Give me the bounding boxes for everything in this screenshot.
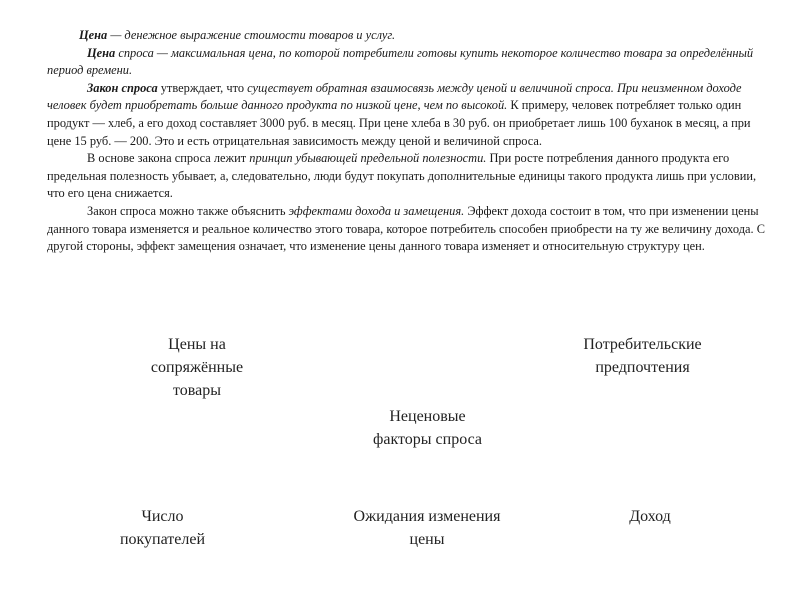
paragraph-law-of-demand xyxy=(47,80,772,150)
factor-price-change-expectations xyxy=(322,505,532,551)
term-price: Цена xyxy=(79,28,108,42)
factor-buyers-line-1: Число xyxy=(141,508,184,525)
price-definition-text: — денежное выражение стоимости товаров и услуг. xyxy=(107,28,396,42)
marginal-utility-explanation: При росте потребления данного продукта его предельная полезность убывает, а, следовательно, люди будут покупать дополнительные единицы такого продукта лишь при условии, что его цена снижается. xyxy=(47,151,757,201)
paragraph-marginal-utility xyxy=(47,150,772,203)
paragraph-income-substitution xyxy=(47,203,772,256)
demand-price-definition-text: — максимальная цена, по которой потребители готовы купить некоторое количество товара за определённый период времени. xyxy=(47,45,754,78)
factor-consumer-preferences xyxy=(555,333,730,379)
factor-preferences-line-1: Потребительские xyxy=(583,336,702,353)
term-demand-price: Цена xyxy=(87,45,116,60)
factor-expectations-line-1: Ожидания изменения xyxy=(353,508,501,525)
income-substitution-explanation: Эффект дохода состоит в том, что при изменении цены данного товара изменяется и реальное количество этого товара, которое потребитель способен приобрести на ту же величину дохода. С другой стороны, эффект замещения означает, что изменение цены данного товара изменяет и относительную структуру цен. xyxy=(47,203,766,254)
law-of-demand-lead: утверждает, что xyxy=(157,80,248,95)
factor-related-goods-line-2: сопряжённые xyxy=(150,359,244,376)
term-law-of-demand: Закон спроса xyxy=(87,80,158,95)
factor-related-goods-line-3: товары xyxy=(173,382,221,399)
factor-expectations-line-2: цены xyxy=(409,531,445,548)
factor-income-line-1: Доход xyxy=(629,508,671,525)
law-of-demand-statement: существует обратная взаимосвязь между ценой и величиной спроса. При неизменном доходе человек будет приобретать больше данного продукта по низкой цене, чем по высокой. xyxy=(47,80,742,113)
income-substitution-lead: Закон спроса можно также объяснить xyxy=(87,203,289,218)
income-substitution-effects: эффектами дохода и замещения. xyxy=(288,203,465,218)
paragraph-price-definition xyxy=(47,27,772,45)
factor-related-goods-line-1: Цены на xyxy=(168,336,226,353)
factor-preferences-line-2: предпочтения xyxy=(595,359,690,376)
center-title-line-2: факторы спроса xyxy=(372,431,483,448)
factor-income xyxy=(590,505,710,528)
demand-price-word: спроса xyxy=(115,45,154,60)
non-price-demand-factors-title xyxy=(340,405,515,451)
factor-buyers-line-2: покупателей xyxy=(119,531,206,548)
marginal-utility-lead: В основе закона спроса лежит xyxy=(87,151,250,166)
marginal-utility-principle: принцип убывающей предельной полезности. xyxy=(249,151,487,166)
law-of-demand-example: К примеру, человек потребляет только один продукт — хлеб, а его доход составляет 3000 руб. в месяц. При цене хлеба в 30 руб. он приобретает лишь 100 буханок в месяц, а при цене 15 руб. — 200. Это и есть отрицательная зависимость между ценой и величиной спроса. xyxy=(47,98,751,148)
factor-number-of-buyers xyxy=(95,505,230,551)
center-title-line-1: Неценовые xyxy=(389,408,466,425)
definitions-text-block xyxy=(47,27,772,256)
paragraph-demand-price xyxy=(47,45,772,80)
factor-related-goods-prices xyxy=(122,333,272,402)
